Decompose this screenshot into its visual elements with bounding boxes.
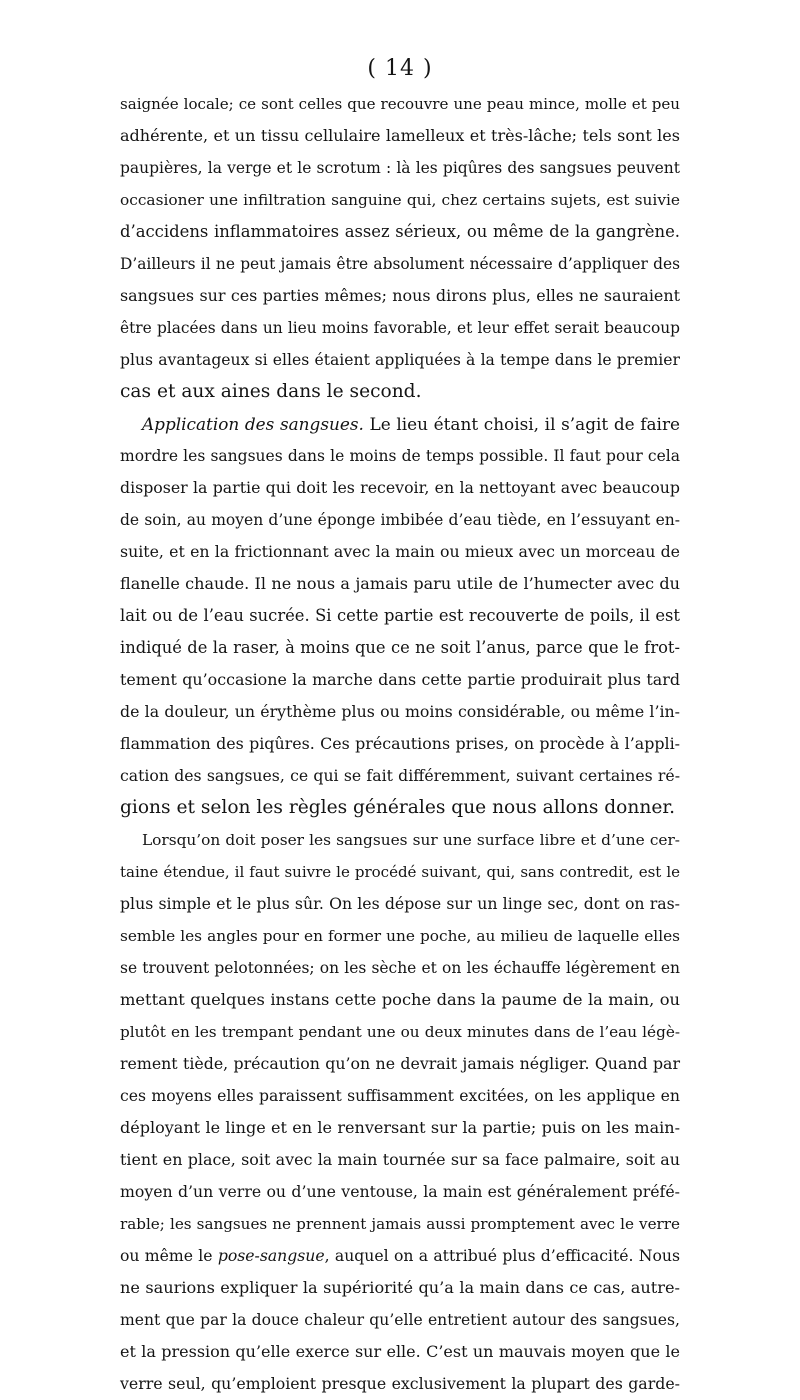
text-line: être placées dans un lieu moins favorable, et leur effet serait beaucoup [120, 319, 680, 337]
text-line: cation des sangsues, ce qui se fait différemment, suivant certaines ré- [120, 766, 680, 785]
text-line: cas et aux aines dans le second. [120, 381, 422, 402]
text-line: déployant le linge et en le renversant sur la partie; puis on les main- [120, 1118, 680, 1137]
italic-term: pose-sangsue [217, 1246, 325, 1265]
text-line: lait ou de l’eau sucrée. Si cette partie est recouverte de poils, il est [120, 606, 680, 625]
text-line: de la douleur, un érythème plus ou moins considérable, ou même l’in- [120, 702, 680, 721]
text-line: tient en place, soit avec la main tournée sur sa face palmaire, soit au [120, 1150, 680, 1169]
text-line: ou même le pose-sangsue, auquel on a attribué plus d’efficacité. Nous [120, 1246, 680, 1265]
text-line: de soin, au moyen d’une éponge imbibée d’eau tiède, en l’essuyant en- [120, 511, 680, 529]
text-line: flammation des piqûres. Ces précautions prises, on procède à l’appli- [120, 734, 680, 753]
text-line: ne saurions expliquer la supériorité qu’a la main dans ce cas, autre- [120, 1278, 680, 1297]
text-line: se trouvent pelotonnées; on les sèche et on les échauffe légèrement en [120, 959, 680, 977]
text-line: D’ailleurs il ne peut jamais être absolument nécessaire d’appliquer des [120, 255, 680, 273]
text-line: ment que par la douce chaleur qu’elle entretient autour des sangsues, [120, 1311, 680, 1329]
text-line: occasioner une infiltration sanguine qui, chez certains sujets, est suivie [120, 191, 680, 209]
text-line: et la pression qu’elle exerce sur elle. C’est un mauvais moyen que le [120, 1342, 680, 1361]
text-line: taine étendue, il faut suivre le procédé suivant, qui, sans contredit, est le [120, 863, 680, 881]
text-line: disposer la partie qui doit les recevoir, en la nettoyant avec beaucoup [120, 478, 680, 497]
text-line: adhérente, et un tissu cellulaire lamelleux et très-lâche; tels sont les [120, 126, 680, 145]
text-line: semble les angles pour en former une poche, au milieu de laquelle elles [120, 927, 680, 945]
text-line: Lorsqu’on doit poser les sangsues sur une surface libre et d’une cer- [142, 831, 680, 849]
page-number: ( 14 ) [367, 56, 433, 81]
text-line: indiqué de la raser, à moins que ce ne soit l’anus, parce que le frot- [120, 638, 680, 657]
text-line: rable; les sangsues ne prennent jamais aussi promptement avec le verre [120, 1215, 680, 1233]
body-text [120, 88, 680, 1400]
text-line: gions et selon les règles générales que nous allons donner. [120, 797, 676, 818]
text-line: ces moyens elles paraissent suffisamment excitées, on les applique en [120, 1086, 680, 1105]
text-line: plus avantageux si elles étaient appliquées à la tempe dans le premier [120, 351, 680, 369]
text-line: paupières, la verge et le scrotum : là les piqûres des sangsues peuvent [120, 159, 680, 177]
text-line: rement tiède, précaution qu’on ne devrait jamais négliger. Quand par [120, 1054, 680, 1073]
text-line: plus simple et le plus sûr. On les dépose sur un linge sec, dont on ras- [120, 894, 680, 913]
text-line: mordre les sangsues dans le moins de temps possible. Il faut pour cela [120, 447, 680, 465]
text-line: flanelle chaude. Il ne nous a jamais paru utile de l’humecter avec du [120, 574, 680, 593]
section-heading-line: Application des sangsues. Le lieu étant choisi, il s’agit de faire [142, 414, 680, 434]
text-line: d’accidens inflammatoires assez sérieux, ou même de la gangrène. [120, 222, 680, 241]
text-line: moyen d’un verre ou d’une ventouse, la main est généralement préfé- [120, 1182, 680, 1201]
text-line: verre seul, qu’emploient presque exclusivement la plupart des garde- [120, 1374, 680, 1393]
text-line: tement qu’occasione la marche dans cette partie produirait plus tard [120, 670, 680, 689]
text-line: mettant quelques instans cette poche dans la paume de la main, ou [120, 990, 680, 1009]
text-line: saignée locale; ce sont celles que recouvre une peau mince, molle et peu [120, 95, 680, 113]
text-line: plutôt en les trempant pendant une ou deux minutes dans de l’eau légè- [120, 1023, 680, 1041]
section-heading: Application des sangsues. [142, 414, 364, 434]
text-line: suite, et en la frictionnant avec la main ou mieux avec un morceau de [120, 542, 680, 561]
text-line: sangsues sur ces parties mêmes; nous dirons plus, elles ne sauraient [120, 286, 680, 305]
